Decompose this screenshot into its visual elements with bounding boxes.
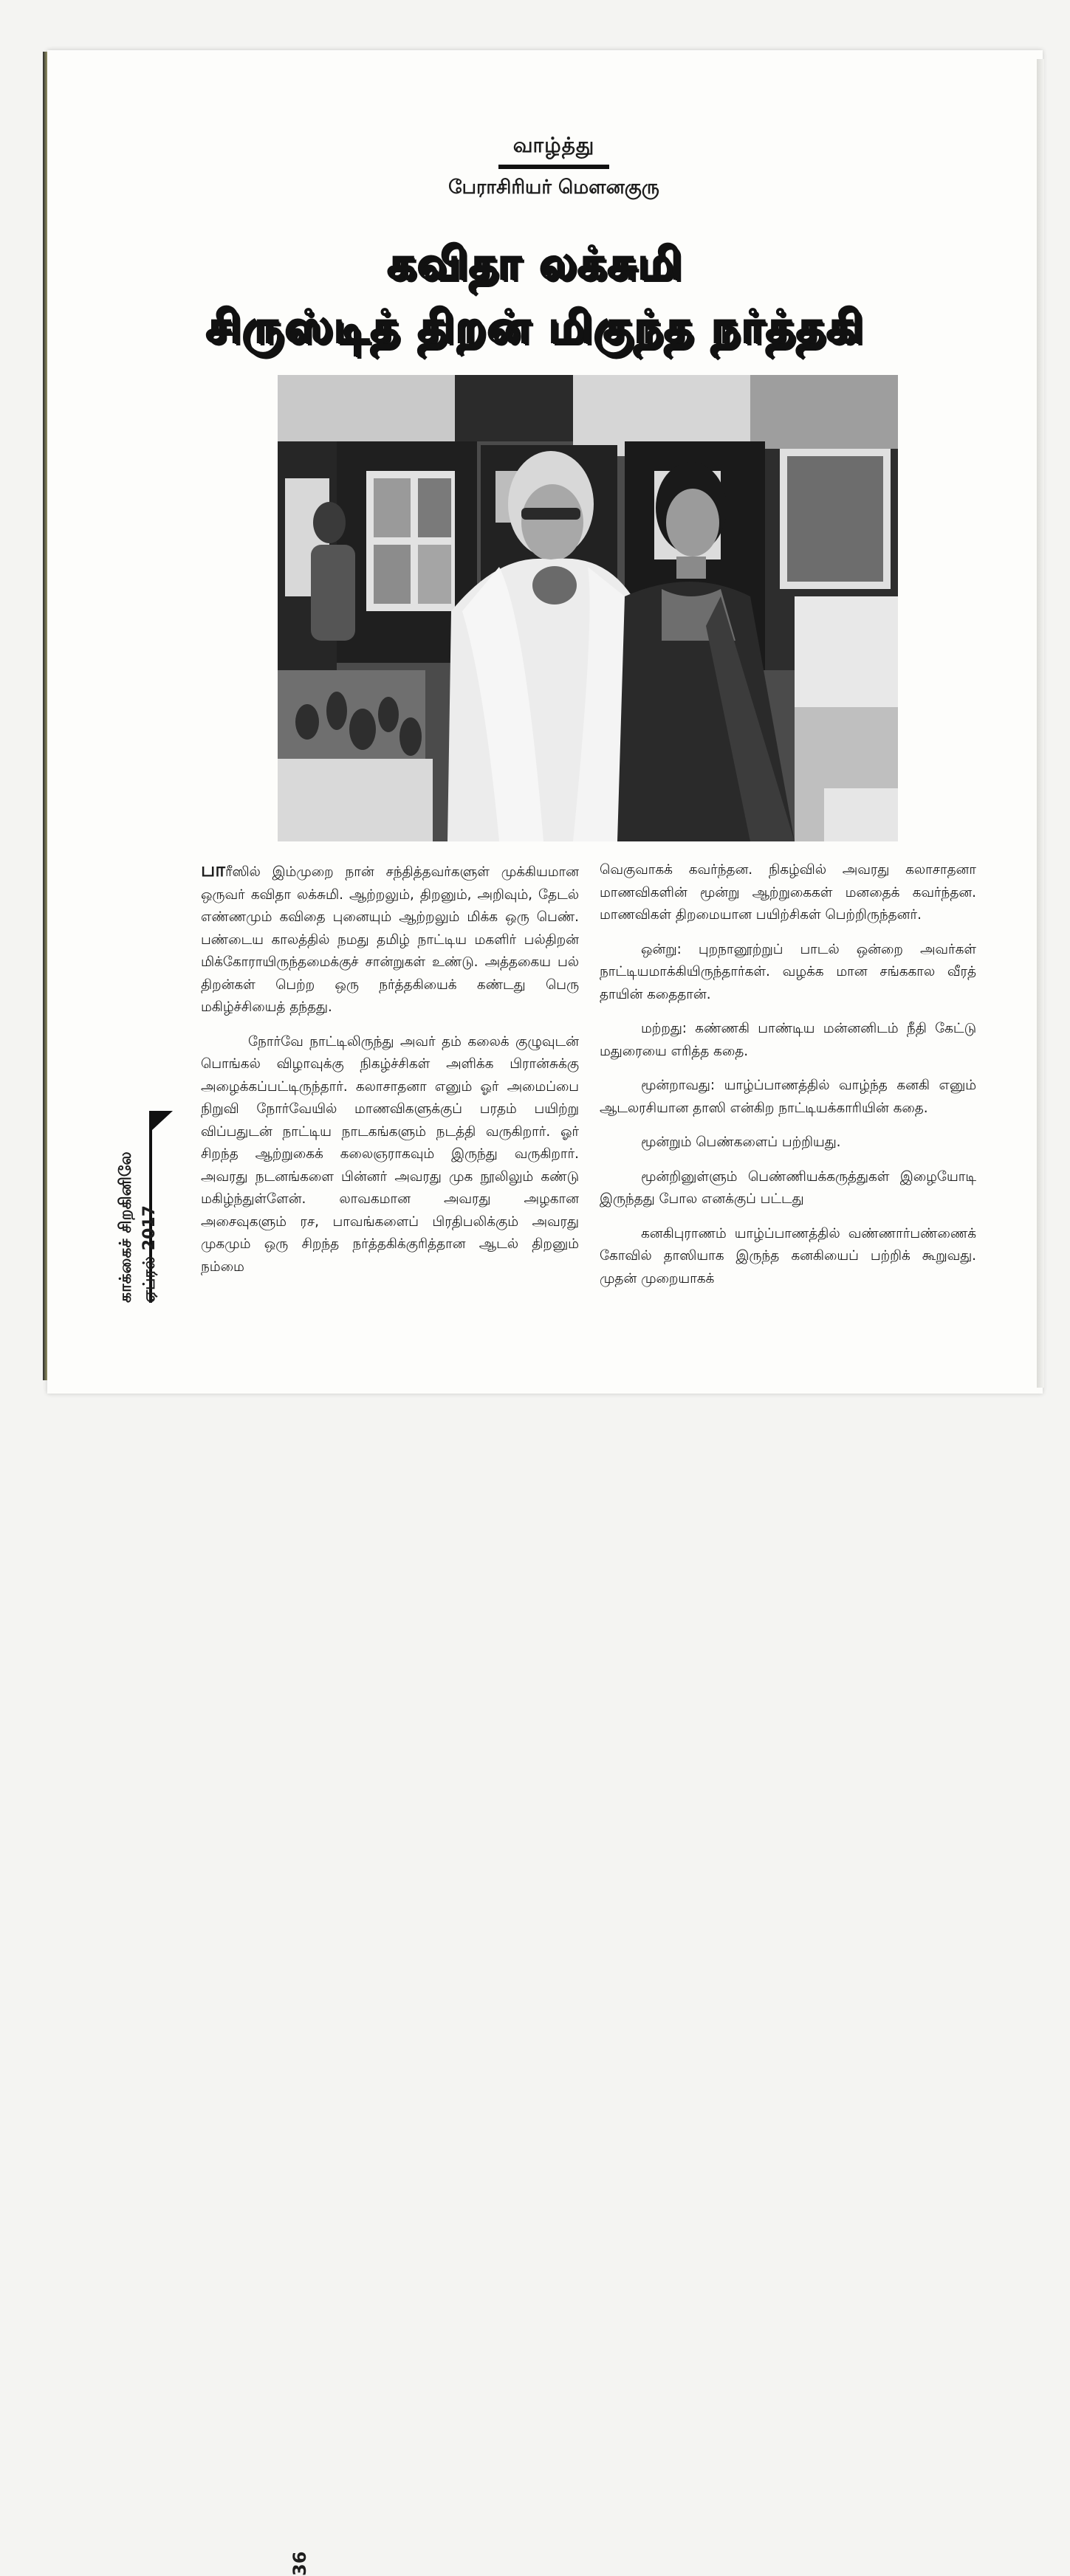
headline-line-1: கவிதா லக்சுமி [387,238,683,289]
paragraph-performances: வெகுவாகக் கவர்ந்தன. நிகழ்வில் அவரது கலாசாதனா மாணவிகளின் மூன்று ஆற்றுகைகள் மனதைக் கவர்ந்தன. மாணவிகள் திறமையான பயிற்சிகள் பெற்றிருந்தனர். [600,862,976,923]
article-photo [278,375,898,841]
author-byline: பேராசிரியர் மௌனகுரு [448,176,659,199]
page-number: 36 [289,2551,310,2576]
paragraph-all-women: மூன்றும் பெண்களைப் பற்றியது. [641,1134,841,1150]
paragraph-text: ரீஸில் இம்முறை நான் சந்தித்தவர்களுள் முக்கியமான ஒருவர் கவிதா லக்சுமி. ஆற்றலும், திறனும், அறிவும், தேடல் எண்ணமும் கவிதை புனையும் ஆற்றலும் மிக்க ஒரு பெண். பண்டைய காலத்தில் நமது தமிழ் நாட்டிய மகளிர் பல்திறன் மிக்கோராயிருந்தமைக்குச் சான்றுகள் உண்டு. அத்தகைய பல் திறன்கள் பெற்ற ஒரு நர்த்தகியைக் கண்டது பெரு மகிழ்ச்சியைத் தந்தது. [201,864,579,1015]
headline-line-2: சிருஸ்டித் திறன் மிகுந்த நர்த்தகி [205,301,865,353]
section-kicker: வாழ்த்து [512,133,595,157]
article-header [399,133,709,201]
paragraph-norway: நோர்வே நாட்டிலிருந்து அவர் தம் கலைக் குழுவுடன் பொங்கல் விழாவுக்கு நிகழ்ச்சிகள் அளிக்க பிரான்சுக்கு அழைக்கப்பட்டிருந்தார். கலாசாதனா எனும் ஓர் அமைப்பை நிறுவி நோர்வேயில் மாணவிகளுக்குப் பரதம் பயிற்று விப்பதுடன் நாட்டிய நாடகங்களும் நடத்தி வருகிறார். ஓர் சிறந்த ஆற்றுகைக் கலைஞராகவும் இருந்து வருகிறார். அவரது நடனங்களை பின்னர் அவரது முக நூலிலும் கண்டு மகிழ்ந்துள்ளேன். லாவகமான அவரது அழகான அசைவுகளும் ரச, பாவங்களைப் பிரதிபலிக்கும் அவரது முகமும் ஒரு சிறந்த நர்த்தகிக்குரித்தான ஆடல் திறனும் நம்மை [201,1033,579,1275]
paragraph-first: ஒன்று: புறநானூற்றுப் பாடல் ஒன்றை அவர்கள் நாட்டியமாக்கியிருந்தார்கள். வழக்க மான சங்ககால வீரத் தாயின் கதைதான். [600,941,976,1002]
paragraph-feminism: மூன்றினுள்ளும் பெண்ணியக்கருத்துகள் இழையோடி இருந்தது போல எனக்குப் பட்டது [600,1168,976,1207]
issue-date: ஏப்ரல் 2017 [140,1205,159,1303]
magazine-name: காக்கைச் சிறகினிலே [117,1151,135,1303]
photo-illustration [278,375,898,841]
paragraph-kanagi: கனகிபுராணம் யாழ்ப்பாணத்தில் வண்ணார்பண்ணைக் கோவில் தாஸியாக இருந்த கனகியைப் பற்றிக் கூறுவது. முதன் முறையாகக் [600,1225,976,1287]
paragraph-intro [201,859,579,1019]
article-column-right [600,859,976,1302]
article-column-left [201,859,579,1290]
drop-cap: பா [201,859,225,881]
page-number-wrap [142,1277,310,2576]
kicker-underline [498,165,609,169]
paragraph-second: மற்றது: கண்ணகி பாண்டிய மன்னனிடம் நீதி கேட்டு மதுரையை எரித்த கதை. [600,1021,976,1059]
paragraph-third: மூன்றாவது: யாழ்ப்பாணத்தில் வாழ்ந்த கனகி எனும் ஆடலரசியான தாஸி என்கிற நாட்டியக்காரியின் கதை. [600,1078,976,1116]
